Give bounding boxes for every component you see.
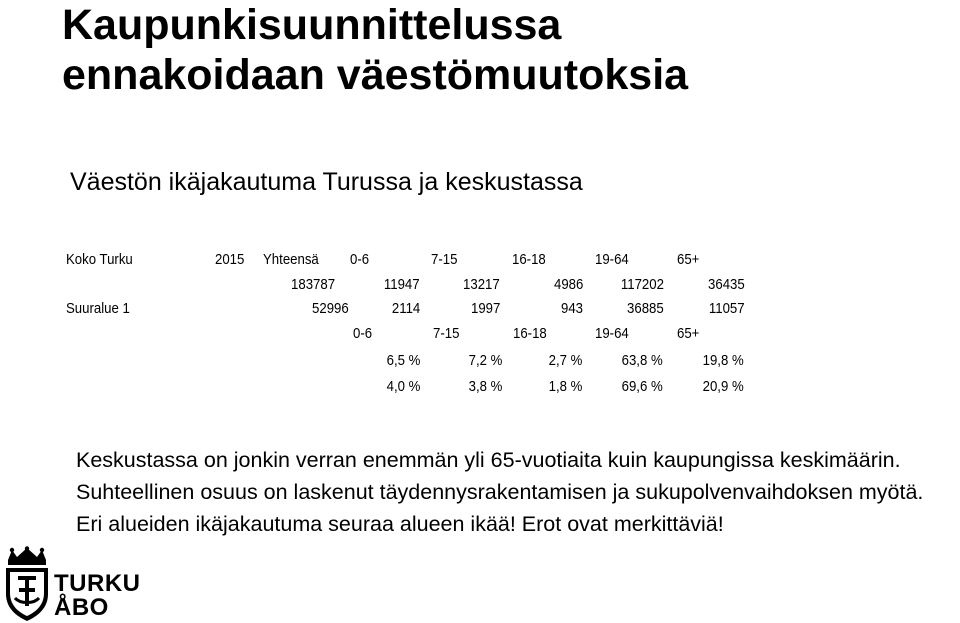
pct-header-7-15: 7-15 xyxy=(433,325,460,342)
body-text xyxy=(76,444,960,540)
header-group-0-6: 0-6 xyxy=(350,251,370,268)
koko-turku-16-18: 4986 xyxy=(553,276,583,293)
pct-row2-65plus: 20,9 % xyxy=(702,378,744,395)
koko-turku-total: 183787 xyxy=(290,276,335,293)
suuralue-7-15: 1997 xyxy=(470,300,500,317)
header-group-19-64: 19-64 xyxy=(595,251,629,268)
pct-header-0-6: 0-6 xyxy=(353,325,373,342)
header-group-65plus: 65+ xyxy=(677,251,700,268)
page-title xyxy=(62,0,688,100)
title-line-1: Kaupunkisuunnittelussa xyxy=(62,1,562,49)
koko-turku-65plus: 36435 xyxy=(708,276,745,293)
pct-row2-0-6: 4,0 % xyxy=(386,378,420,395)
coat-of-arms-icon xyxy=(0,546,54,623)
header-group-16-18: 16-18 xyxy=(512,251,546,268)
pct-row1-16-18: 2,7 % xyxy=(548,352,582,369)
logo-word-abo: ÅBO xyxy=(54,594,109,621)
pct-row2-16-18: 1,8 % xyxy=(548,378,582,395)
koko-turku-7-15: 13217 xyxy=(463,276,500,293)
koko-turku-0-6: 11947 xyxy=(384,276,420,293)
pct-row1-0-6: 6,5 % xyxy=(386,352,420,369)
header-year: 2015 xyxy=(215,251,245,268)
title-line-2: ennakoidaan väestömuutoksia xyxy=(62,51,689,99)
header-group-7-15: 7-15 xyxy=(431,251,458,268)
pct-header-16-18: 16-18 xyxy=(513,325,547,342)
pct-row1-65plus: 19,8 % xyxy=(702,352,744,369)
suuralue-19-64: 36885 xyxy=(627,300,664,317)
suuralue-16-18: 943 xyxy=(560,300,583,317)
turku-logo xyxy=(0,546,145,623)
pct-header-65plus: 65+ xyxy=(677,325,700,342)
pct-row2-19-64: 69,6 % xyxy=(621,378,663,395)
suuralue-label: Suuralue 1 xyxy=(66,300,130,317)
body-paragraph-1: Keskustassa on jonkin verran enemmän yli 65-vuotiaita kuin kaupungissa keskimäärin. Suhteellinen osuus on laskenut täydennysrakentamisen ja sukupolvenvaihdoksen myötä. xyxy=(76,448,924,504)
body-paragraph-2: Eri alueiden ikäjakautuma seuraa alueen ikää! Erot ovat merkittäviä! xyxy=(76,512,724,536)
header-total-label: Yhteensä xyxy=(263,251,319,268)
pct-row1-19-64: 63,8 % xyxy=(621,352,663,369)
suuralue-total: 52996 xyxy=(312,300,349,317)
header-area-label: Koko Turku xyxy=(66,251,133,268)
suuralue-65plus: 11057 xyxy=(709,300,745,317)
pct-row2-7-15: 3,8 % xyxy=(468,378,502,395)
table-caption: Väestön ikäjakautuma Turussa ja keskustassa xyxy=(70,168,583,196)
pct-header-19-64: 19-64 xyxy=(595,325,629,342)
logo-word-turku: TURKU xyxy=(54,570,141,597)
koko-turku-19-64: 117202 xyxy=(620,276,664,293)
suuralue-0-6: 2114 xyxy=(391,300,420,317)
pct-row1-7-15: 7,2 % xyxy=(468,352,502,369)
